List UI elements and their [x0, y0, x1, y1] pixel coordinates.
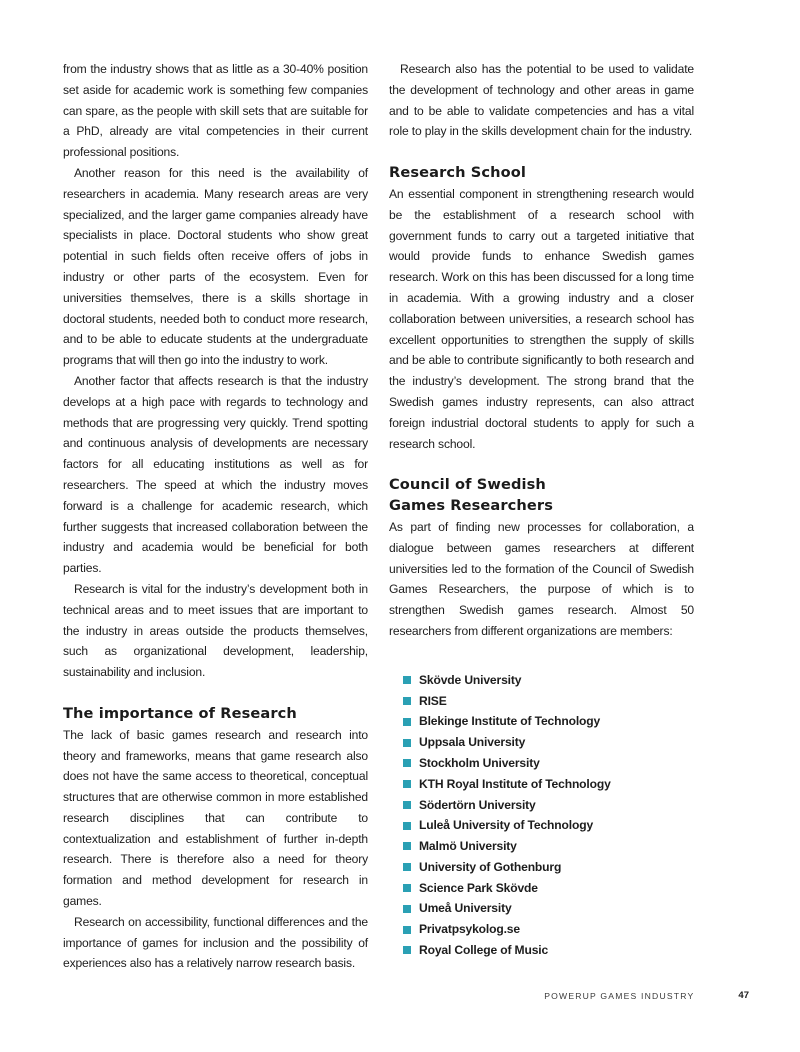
square-bullet-icon — [403, 905, 411, 913]
square-bullet-icon — [403, 884, 411, 892]
section-heading-research-school: Research School — [389, 164, 526, 182]
square-bullet-icon — [403, 946, 411, 954]
member-name: Umeå University — [419, 901, 512, 916]
member-name: Skövde University — [419, 672, 522, 687]
member-name: Royal College of Music — [419, 943, 549, 958]
body-paragraph: Research also has the potential to be used to validate the development of technology and other areas in game and to be able to validate competencies and has a vital role to play in the skills development chain for the industry. — [389, 62, 694, 139]
body-paragraph: Another factor that affects research is that the industry develops at a high pace with regards to technology and methods that are progressing very quickly. Trend spotting and continuous analysis of developments are necessary factors for all educating institutions as well as for researchers. The speed at which the industry moves forward is a challenge for academic research, which further suggests that increased collaboration between the industry and academia would be beneficial for both parties. — [63, 373, 368, 576]
list-item — [403, 836, 694, 857]
list-item — [403, 691, 694, 712]
list-item — [403, 732, 694, 753]
list-item — [403, 711, 694, 732]
square-bullet-icon — [403, 759, 411, 767]
square-bullet-icon — [403, 697, 411, 705]
list-item — [403, 795, 694, 816]
member-name: KTH Royal Institute of Technology — [419, 776, 611, 791]
list-item — [403, 898, 694, 919]
heading-line: Games Researchers — [389, 497, 553, 515]
list-item — [403, 774, 694, 795]
list-item — [403, 919, 694, 940]
body-paragraph: Research is vital for the industry’s development both in technical areas and to meet issues that are important to the industry in areas outside the products themselves, such as organizational development, leadership, sustainability and inclusion. — [63, 581, 368, 680]
square-bullet-icon — [403, 780, 411, 788]
right-column — [389, 59, 694, 961]
member-name: Södertörn University — [419, 797, 536, 812]
body-paragraph: An essential component in strengthening research would be the establishment of a research school with government funds to carry out a targeted initiative that would provide funds to enhance Swedish games research. Work on this has been discussed for a long time in academia. With a growing industry and a closer collaboration between universities, a research school has excellent opportunities to strengthen the supply of skills and be able to contribute significantly to both research and the industry’s development. The strong brand that the Swedish games industry represents, can also attract foreign industrial doctoral students to apply for such a research school. — [389, 186, 694, 451]
left-column — [63, 59, 368, 974]
page-number: 47 — [738, 990, 749, 1001]
body-paragraph: The lack of basic games research and research into theory and frameworks, means that game research also does not have the same access to theoretical, conceptual structures that are otherwise common in more established research disciplines that can contribute to contextualization and establishment of further in-depth research. There is therefore also a need for theory formation and method development for research in games. — [63, 727, 368, 909]
list-item — [403, 940, 694, 961]
member-name: Privatpsykolog.se — [419, 922, 520, 937]
member-name: RISE — [419, 693, 447, 708]
heading-line: Council of Swedish — [389, 476, 546, 494]
square-bullet-icon — [403, 718, 411, 726]
list-item — [403, 857, 694, 878]
member-name: Uppsala University — [419, 735, 526, 750]
member-name: Stockholm University — [419, 755, 540, 770]
member-name: Luleå University of Technology — [419, 818, 594, 833]
square-bullet-icon — [403, 926, 411, 934]
section-heading-council — [389, 475, 694, 517]
square-bullet-icon — [403, 739, 411, 747]
members-list — [389, 670, 694, 961]
list-item — [403, 753, 694, 774]
body-paragraph: from the industry shows that as little as a 30-40% position set aside for academic work is something few companies can spare, as the people with skill sets that are suitable for a PhD, already are vital competencies in their current professional positions. — [63, 62, 368, 160]
square-bullet-icon — [403, 842, 411, 850]
square-bullet-icon — [403, 676, 411, 684]
body-paragraph: As part of finding new processes for collaboration, a dialogue between games researchers at different universities led to the formation of the Council of Swedish Games Researchers, the purpose of which is to strengthen Swedish games research. Almost 50 researchers from different organizations are members: — [389, 519, 694, 638]
list-item — [403, 878, 694, 899]
square-bullet-icon — [403, 822, 411, 830]
square-bullet-icon — [403, 801, 411, 809]
page-footer — [544, 990, 749, 1001]
member-name: Malmö University — [419, 839, 517, 854]
member-name: University of Gothenburg — [419, 859, 562, 874]
member-name: Science Park Skövde — [419, 880, 538, 895]
square-bullet-icon — [403, 863, 411, 871]
list-item — [403, 815, 694, 836]
section-heading-importance: The importance of Research — [63, 704, 297, 722]
member-name: Blekinge Institute of Technology — [419, 714, 601, 729]
body-paragraph: Another reason for this need is the availability of researchers in academia. Many research areas are very specialized, and the larger game companies already have specialists in place. Doctoral students who show great potential in such fields often receive offers of jobs in industry or other parts of the ecosystem. Even for universities themselves, there is a skills shortage in doctoral students, needed both to conduct more research, and to be able to educate students at the undergraduate programs that will then go into the industry to work. — [63, 165, 368, 368]
list-item — [403, 670, 694, 691]
footer-brand: POWERUP GAMES INDUSTRY — [544, 990, 695, 1001]
body-paragraph: Research on accessibility, functional differences and the importance of games for inclusion and the possibility of experiences also has a relatively narrow research basis. — [63, 914, 368, 971]
